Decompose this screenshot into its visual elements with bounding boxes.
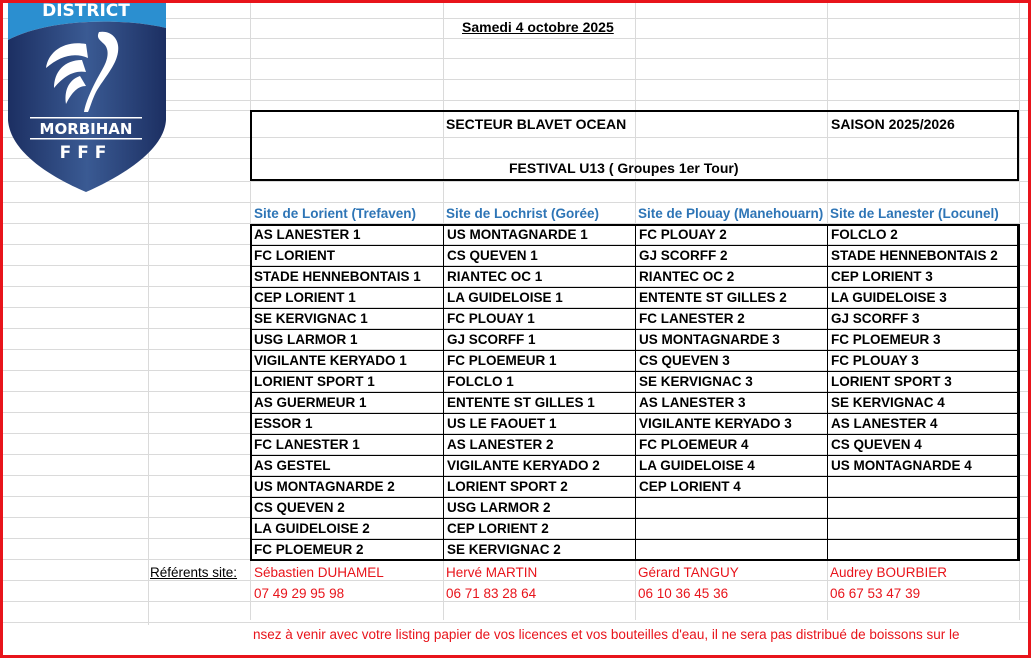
table-row (251, 288, 1020, 309)
team-cell[interactable]: GJ SCORFF 1 (444, 330, 636, 351)
table-row (251, 225, 1020, 246)
gridline-horizontal (3, 580, 1028, 581)
team-cell[interactable]: VIGILANTE KERYADO 1 (251, 351, 444, 372)
team-cell[interactable]: AS GESTEL (251, 456, 444, 477)
team-cell[interactable]: STADE HENNEBONTAIS 1 (251, 267, 444, 288)
team-cell[interactable]: SE KERVIGNAC 2 (444, 540, 636, 561)
team-cell[interactable]: USG LARMOR 1 (251, 330, 444, 351)
event-date: Samedi 4 octobre 2025 (462, 19, 614, 35)
referent-phone: 06 71 83 28 64 (446, 586, 537, 601)
gridline-horizontal (3, 202, 1028, 203)
team-cell[interactable] (828, 540, 1020, 561)
team-cell[interactable]: RIANTEC OC 2 (636, 267, 828, 288)
team-cell[interactable]: FC PLOUAY 2 (636, 225, 828, 246)
table-row (251, 477, 1020, 498)
referent-name: Audrey BOURBIER (830, 565, 948, 580)
team-cell[interactable]: SE KERVIGNAC 4 (828, 393, 1020, 414)
team-cell[interactable]: US MONTAGNARDE 1 (444, 225, 636, 246)
district-morbihan-logo (4, 0, 166, 192)
team-cell[interactable]: FOLCLO 2 (828, 225, 1020, 246)
team-cell[interactable]: AS LANESTER 1 (251, 225, 444, 246)
table-row (251, 246, 1020, 267)
table-row (251, 351, 1020, 372)
table-row (251, 372, 1020, 393)
team-cell[interactable]: LORIENT SPORT 1 (251, 372, 444, 393)
team-cell[interactable]: US MONTAGNARDE 3 (636, 330, 828, 351)
team-cell[interactable]: US LE FAOUET 1 (444, 414, 636, 435)
team-cell[interactable]: CEP LORIENT 3 (828, 267, 1020, 288)
team-cell[interactable]: CEP LORIENT 4 (636, 477, 828, 498)
site-header-lanester: Site de Lanester (Locunel) (830, 206, 999, 221)
team-cell[interactable]: SE KERVIGNAC 1 (251, 309, 444, 330)
team-cell[interactable]: FC PLOUAY 1 (444, 309, 636, 330)
team-cell[interactable]: ENTENTE ST GILLES 2 (636, 288, 828, 309)
table-row (251, 330, 1020, 351)
team-cell[interactable]: FC PLOEMEUR 1 (444, 351, 636, 372)
site-header-lorient: Site de Lorient (Trefaven) (254, 206, 417, 221)
team-cell[interactable]: ESSOR 1 (251, 414, 444, 435)
team-cell[interactable]: CEP LORIENT 2 (444, 519, 636, 540)
referent-phone: 06 10 36 45 36 (638, 586, 729, 601)
team-cell[interactable]: FC LANESTER 2 (636, 309, 828, 330)
team-cell[interactable]: CS QUEVEN 1 (444, 246, 636, 267)
team-cell[interactable]: FC PLOEMEUR 3 (828, 330, 1020, 351)
team-cell[interactable] (636, 519, 828, 540)
team-cell[interactable]: CS QUEVEN 2 (251, 498, 444, 519)
team-cell[interactable]: FC PLOEMEUR 4 (636, 435, 828, 456)
table-row (251, 540, 1020, 561)
referent-phone: 06 67 53 47 39 (830, 586, 921, 601)
team-cell[interactable]: FC PLOEMEUR 2 (251, 540, 444, 561)
team-cell[interactable]: VIGILANTE KERYADO 2 (444, 456, 636, 477)
gridline-horizontal (3, 601, 1028, 602)
referents-label: Référents site: (150, 565, 238, 580)
team-cell[interactable]: LORIENT SPORT 2 (444, 477, 636, 498)
team-cell[interactable]: CEP LORIENT 1 (251, 288, 444, 309)
team-cell[interactable] (828, 498, 1020, 519)
team-cell[interactable]: GJ SCORFF 3 (828, 309, 1020, 330)
team-cell[interactable] (636, 540, 828, 561)
team-cell[interactable]: STADE HENNEBONTAIS 2 (828, 246, 1020, 267)
svg-text:DISTRICT: DISTRICT (42, 1, 130, 21)
sector-title: SECTEUR BLAVET OCEAN (446, 116, 627, 132)
svg-text:MORBIHAN: MORBIHAN (39, 120, 133, 138)
referent-name: Sébastien DUHAMEL (254, 565, 384, 580)
svg-text:FFF: FFF (59, 143, 113, 163)
table-row (251, 267, 1020, 288)
season-label: SAISON 2025/2026 (831, 116, 955, 132)
team-cell[interactable]: AS LANESTER 3 (636, 393, 828, 414)
team-cell[interactable]: LA GUIDELOISE 3 (828, 288, 1020, 309)
team-cell[interactable]: USG LARMOR 2 (444, 498, 636, 519)
team-cell[interactable]: VIGILANTE KERYADO 3 (636, 414, 828, 435)
team-cell[interactable]: FC LANESTER 1 (251, 435, 444, 456)
team-cell[interactable]: US MONTAGNARDE 2 (251, 477, 444, 498)
table-row (251, 519, 1020, 540)
team-cell[interactable]: AS GUERMEUR 1 (251, 393, 444, 414)
groups-table (250, 224, 1020, 561)
team-cell[interactable] (828, 519, 1020, 540)
team-cell[interactable]: CS QUEVEN 3 (636, 351, 828, 372)
festival-title: FESTIVAL U13 ( Groupes 1er Tour) (509, 160, 739, 176)
instructions-note: nsez à venir avec votre listing papier de vos licences et vos bouteilles d'eau, il ne sera pas distribué de boissons sur le (253, 627, 960, 642)
referent-name: Gérard TANGUY (638, 565, 739, 580)
team-cell[interactable] (828, 477, 1020, 498)
site-header-plouay: Site de Plouay (Manehouarn) (638, 206, 824, 221)
referent-name: Hervé MARTIN (446, 565, 538, 580)
table-row (251, 498, 1020, 519)
team-cell[interactable]: GJ SCORFF 2 (636, 246, 828, 267)
referent-phone: 07 49 29 95 98 (254, 586, 345, 601)
table-row (251, 456, 1020, 477)
team-cell[interactable]: AS LANESTER 2 (444, 435, 636, 456)
table-row (251, 414, 1020, 435)
site-header-lochrist: Site de Lochrist (Gorée) (446, 206, 600, 221)
team-cell[interactable]: FC PLOUAY 3 (828, 351, 1020, 372)
team-cell[interactable]: FOLCLO 1 (444, 372, 636, 393)
team-cell[interactable]: RIANTEC OC 1 (444, 267, 636, 288)
team-cell[interactable]: LA GUIDELOISE 4 (636, 456, 828, 477)
gridline-horizontal (3, 622, 1028, 623)
table-row (251, 309, 1020, 330)
team-cell[interactable]: LA GUIDELOISE 1 (444, 288, 636, 309)
team-cell[interactable]: US MONTAGNARDE 4 (828, 456, 1020, 477)
table-row (251, 435, 1020, 456)
team-cell[interactable]: LORIENT SPORT 3 (828, 372, 1020, 393)
team-cell[interactable] (636, 498, 828, 519)
team-cell[interactable]: SE KERVIGNAC 3 (636, 372, 828, 393)
team-cell[interactable]: AS LANESTER 4 (828, 414, 1020, 435)
team-cell[interactable]: ENTENTE ST GILLES 1 (444, 393, 636, 414)
team-cell[interactable]: FC LORIENT (251, 246, 444, 267)
table-row (251, 393, 1020, 414)
team-cell[interactable]: CS QUEVEN 4 (828, 435, 1020, 456)
team-cell[interactable]: LA GUIDELOISE 2 (251, 519, 444, 540)
